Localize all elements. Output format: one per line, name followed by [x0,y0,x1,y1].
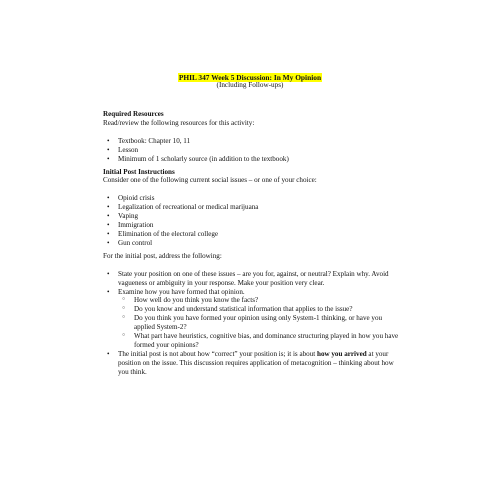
list-item: • Legalization of recreational or medical marijuana [103,203,403,212]
point3-pre: The initial post is not about how “correct” your position is; it is about [118,349,317,358]
list-item: • Minimum of 1 scholarly source (in addition to the textbook) [103,155,403,164]
instructions-list [103,270,403,377]
required-resources-intro: Read/review the following resources for this activity: [103,118,255,127]
list-item: • Gun control [103,239,403,248]
resources-list [103,137,403,164]
sub-points-list [118,296,403,349]
point3-post: at your position on the issue. This discussion requires application of metacognition – thinking about how you think. [118,349,394,376]
list-item: • Opioid crisis [103,194,403,203]
sub-list-item: ○ How well do you think you know the facts? [118,296,403,305]
issues-list [103,194,403,247]
list-item: • Lesson [103,146,403,155]
list-item: • Textbook: Chapter 10, 11 [103,137,403,146]
document-body [103,110,403,377]
sub-list-item: ○ Do you think you have formed your opinion using only System-1 thinking, or have you applied System-2? [118,314,403,332]
required-resources-heading: Required Resources [103,110,164,118]
list-item: • Immigration [103,221,403,230]
document-subtitle: (Including Follow-ups) [216,81,284,89]
sub-list-item: ○ What part have heuristics, cognitive bias, and dominance structuring played in how you have formed your opinions? [118,332,403,350]
point2-text: Examine how you have formed that opinion. [118,287,245,296]
list-item: • State your position on one of these issues – are you for, against, or neutral? Explain why. Avoid vagueness or ambiguity in your response. Make your position very clear. [103,270,403,288]
initial-post-heading: Initial Post Instructions [103,167,175,176]
document-title: PHIL 347 Week 5 Discussion: In My Opinion [178,73,322,82]
list-item [103,350,403,377]
sub-list-item: ○ Do you know and understand statistical information that applies to the issue? [118,305,403,314]
initial-post-intro: Consider one of the following current social issues – or one of your choice: [103,176,317,185]
list-item: • Elimination of the electoral college [103,230,403,239]
address-intro: For the initial post, address the following: [103,251,222,260]
list-item [103,288,403,350]
list-item: • Vaping [103,212,403,221]
point3-bold: how you arrived [317,349,367,358]
